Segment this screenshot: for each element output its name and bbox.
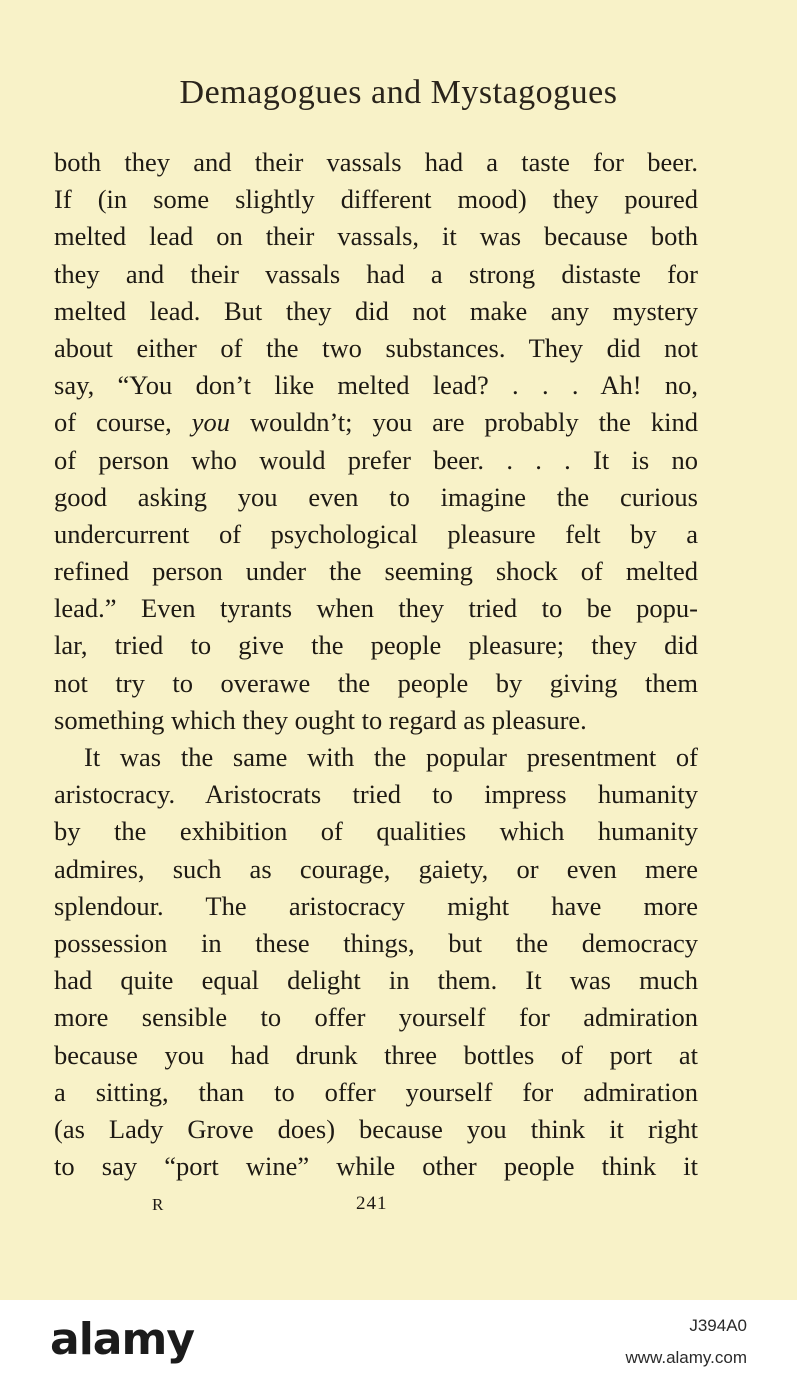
watermark-url: www.alamy.com [625, 1348, 747, 1367]
text-line: both they and their vassals had a taste for beer. [54, 147, 698, 177]
text-line: of person who would prefer beer. . . . It is no [54, 444, 698, 475]
text-line: aristocracy. Aristocrats tried to impress humanity [54, 779, 698, 810]
text-line: to say “port wine” while other people think it [54, 1151, 698, 1182]
text-line: say, “You don’t like melted lead? . . . Ah! no, [54, 370, 698, 401]
text-line: admires, such as courage, gaiety, or even mere [54, 853, 698, 884]
text-line: (as Lady Grove does) because you think it right [54, 1113, 698, 1144]
text-line: lead.” Even tyrants when they tried to be popu- [54, 593, 698, 624]
text-line: by the exhibition of qualities which humanity [54, 816, 698, 847]
text-line: a sitting, than to offer yourself for admiration [54, 1076, 698, 1107]
page-number: 241 [356, 1193, 388, 1214]
text-line: they and their vassals had a strong distaste for [54, 258, 698, 289]
text-line: melted lead. But they did not make any mystery [54, 295, 698, 326]
body-text [54, 144, 698, 1185]
signature-mark: R [152, 1195, 165, 1214]
text-line: about either of the two substances. They did not [54, 332, 698, 363]
text-line: more sensible to offer yourself for admiration [54, 1002, 698, 1033]
text-line: refined person under the seeming shock of melted [54, 556, 698, 587]
text-line: had quite equal delight in them. It was much [54, 965, 698, 996]
watermark-bar [0, 1300, 797, 1390]
text-line: of course, you wouldn’t; you are probably the kind [54, 407, 698, 438]
text-line: possession in these things, but the democracy [54, 927, 698, 958]
watermark-logo: alamy [50, 1314, 194, 1365]
text-line: good asking you even to imagine the curious [54, 481, 698, 512]
text-line: splendour. The aristocracy might have more [54, 890, 698, 921]
text-line: because you had drunk three bottles of port at [54, 1039, 698, 1070]
text-line: lar, tried to give the people pleasure; they did [54, 630, 698, 661]
image-id: J394A0 [689, 1316, 747, 1335]
text-line: something which they ought to regard as pleasure. [54, 704, 587, 735]
running-head: Demagogues and Mystagogues [179, 74, 618, 111]
text-line: not try to overawe the people by giving them [54, 667, 698, 698]
text-line: undercurrent of psychological pleasure felt by a [54, 518, 698, 549]
text-line: It was the same with the popular presentment of [84, 742, 698, 772]
text-line: melted lead on their vassals, it was because both [54, 221, 698, 252]
text-line: If (in some slightly different mood) they poured [54, 184, 698, 215]
